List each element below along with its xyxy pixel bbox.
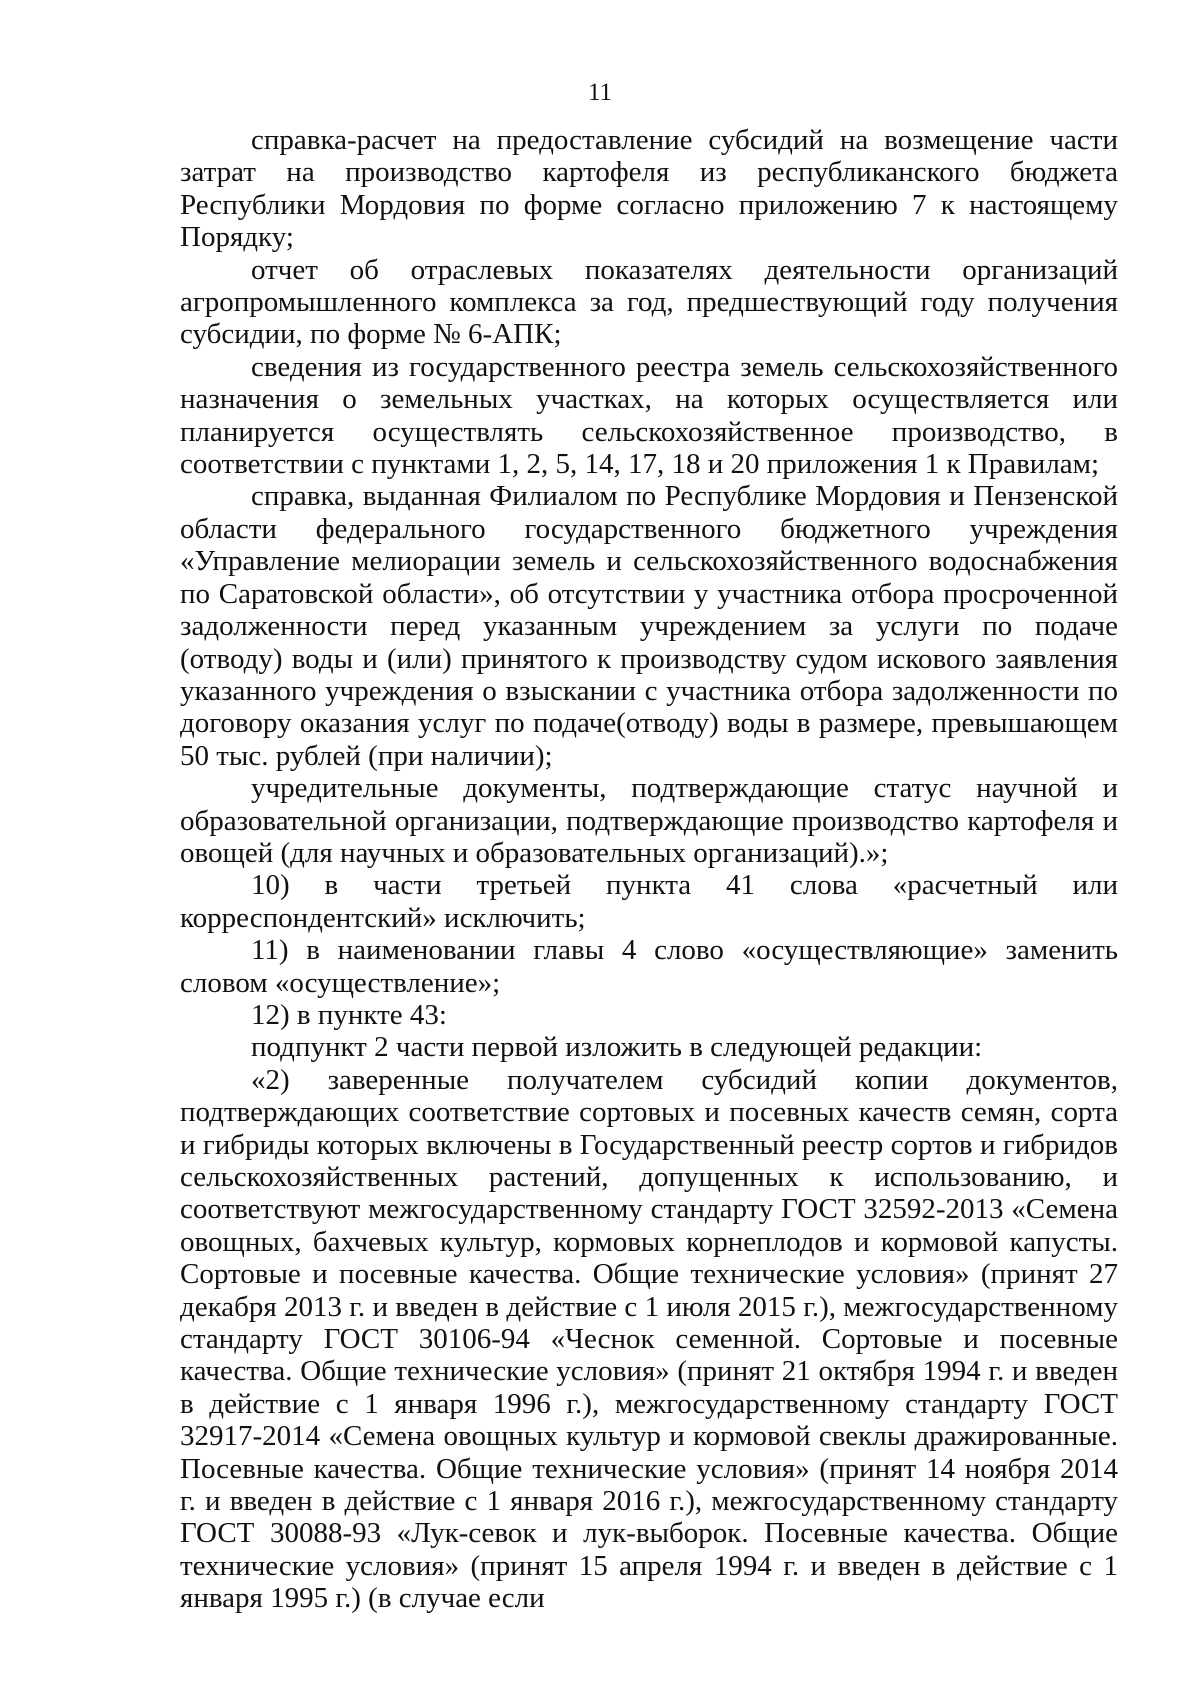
paragraph: справка-расчет на предоставление субсидий на возмещение части затрат на производство картофеля из республиканского бюджета Республики Мордовия по форме согласно приложению 7 к настоящему Порядку;: [180, 124, 1118, 254]
page-number: 11: [587, 79, 613, 106]
paragraph: справка, выданная Филиалом по Республике Мордовия и Пензенской области федерального государственного бюджетного учреждения «Управление мелиорации земель и сельскохозяйственного водоснабжения по Саратовской области», об отсутствии у участника отбора просроченной задолженности перед указанным учреждением за услуги по подаче (отводу) воды и (или) принятого к производству судом искового заявления указанного учреждения о взыскании с участника отбора задолженности по договору оказания услуг по подаче(отводу) воды в размере, превышающем 50 тыс. рублей (при наличии);: [180, 480, 1118, 772]
paragraph: сведения из государственного реестра земель сельскохозяйственного назначения о земельных участках, на которых осуществляется или планируется осуществлять сельскохозяйственное производство, в соответствии с пунктами 1, 2, 5, 14, 17, 18 и 20 приложения 1 к Правилам;: [180, 350, 1118, 481]
paragraph: 12) в пункте 43:: [251, 998, 447, 1031]
paragraph: 10) в части третьей пункта 41 слова «расчетный или корреспондентский» исключить;: [180, 869, 1118, 934]
paragraph: «2) заверенные получателем субсидий копии документов, подтверждающих соответствие сортовых и посевных качеств семян, сорта и гибриды которых включены в Государственный реестр сортов и гибридов сельскохозяйственных растений, допущенных к использованию, и соответствуют межгосударственному стандарту ГОСТ 32592-2013 «Семена овощных, бахчевых культур, кормовых корнеплодов и кормовой капусты. Сортовые и посевные качества. Общие технические условия» (принят 27 декабря 2013 г. и введен в действие с 1 июля 2015 г.), межгосударственному стандарту ГОСТ 30106-94 «Чеснок семенной. Сортовые и посевные качества. Общие технические условия» (принят 21 октября 1994 г. и введен в действие с 1 января 1996 г.), межгосударственному стандарту ГОСТ 32917-2014 «Семена овощных культур и кормовой свеклы дражированные. Посевные качества. Общие технические условия» (принят 14 ноября 2014 г. и введен в действие с 1 января 2016 г.), межгосударственному стандарту ГОСТ 30088-93 «Лук-севок и лук-выборок. Посевные качества. Общие технические условия» (принят 15 апреля 1994 г. и введен в действие с 1 января 1995 г.) (в случае если: [180, 1063, 1118, 1615]
document-body: [180, 124, 1118, 1615]
paragraph: 11) в наименовании главы 4 слово «осуществляющие» заменить словом «осуществление»;: [180, 934, 1118, 999]
paragraph: отчет об отраслевых показателях деятельности организаций агропромышленного комплекса за год, предшествующий году получения субсидии, по форме № 6-АПК;: [180, 253, 1118, 351]
paragraph: подпункт 2 части первой изложить в следующей редакции:: [251, 1031, 983, 1064]
paragraph: учредительные документы, подтверждающие статус научной и образовательной организации, подтверждающие производство картофеля и овощей (для научных и образовательных организаций).»;: [180, 772, 1118, 869]
